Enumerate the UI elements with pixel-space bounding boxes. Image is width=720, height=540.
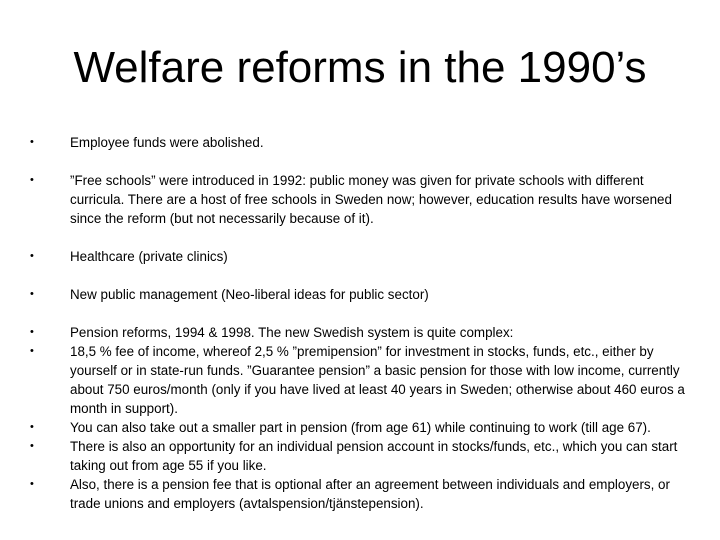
bullet-text: Healthcare (private clinics) [70, 249, 228, 264]
bullet-icon: • [30, 345, 34, 357]
bullet-item [30, 171, 690, 228]
bullet-icon: • [30, 421, 34, 433]
bullet-icon: • [30, 478, 34, 490]
bullet-item [30, 323, 690, 342]
bullet-list [30, 133, 690, 513]
bullet-item [30, 247, 690, 266]
bullet-text: ”Free schools” were introduced in 1992: public money was given for private schools with different curricula. There are a host of free schools in Sweden now; however, education results have worsened since the reform (but not necessarily because of it). [70, 173, 672, 226]
bullet-icon: • [30, 440, 34, 452]
bullet-icon: • [30, 250, 34, 262]
bullet-text: 18,5 % fee of income, whereof 2,5 % ”premipension” for investment in stocks, funds, etc., either by yourself or in state-run funds. ”Guarantee pension” a basic pension for those with low income, currently about 750 euros/month (only if you have lived at least 40 years in Sweden; otherwise about 460 euros a month in support). [70, 344, 685, 416]
bullet-item [30, 342, 690, 418]
bullet-text: Pension reforms, 1994 & 1998. The new Swedish system is quite complex: [70, 325, 514, 340]
bullet-item [30, 475, 690, 513]
bullet-text: Also, there is a pension fee that is optional after an agreement between individuals and employers, or trade unions and employers (avtalspension/tjänstepension). [70, 477, 670, 511]
bullet-text: You can also take out a smaller part in pension (from age 61) while continuing to work (till age 67). [70, 420, 651, 435]
bullet-item [30, 285, 690, 304]
bullet-item [30, 437, 690, 475]
bullet-text: There is also an opportunity for an individual pension account in stocks/funds, etc., which you can start taking out from age 55 if you like. [70, 439, 678, 473]
bullet-text: New public management (Neo-liberal ideas for public sector) [70, 287, 429, 302]
bullet-icon: • [30, 136, 34, 148]
bullet-icon: • [30, 326, 34, 338]
slide-title: Welfare reforms in the 1990’s [73, 43, 647, 92]
bullet-item [30, 133, 690, 152]
bullet-text: Employee funds were abolished. [70, 135, 264, 150]
bullet-icon: • [30, 174, 34, 186]
bullet-item [30, 418, 690, 437]
bullet-icon: • [30, 288, 34, 300]
